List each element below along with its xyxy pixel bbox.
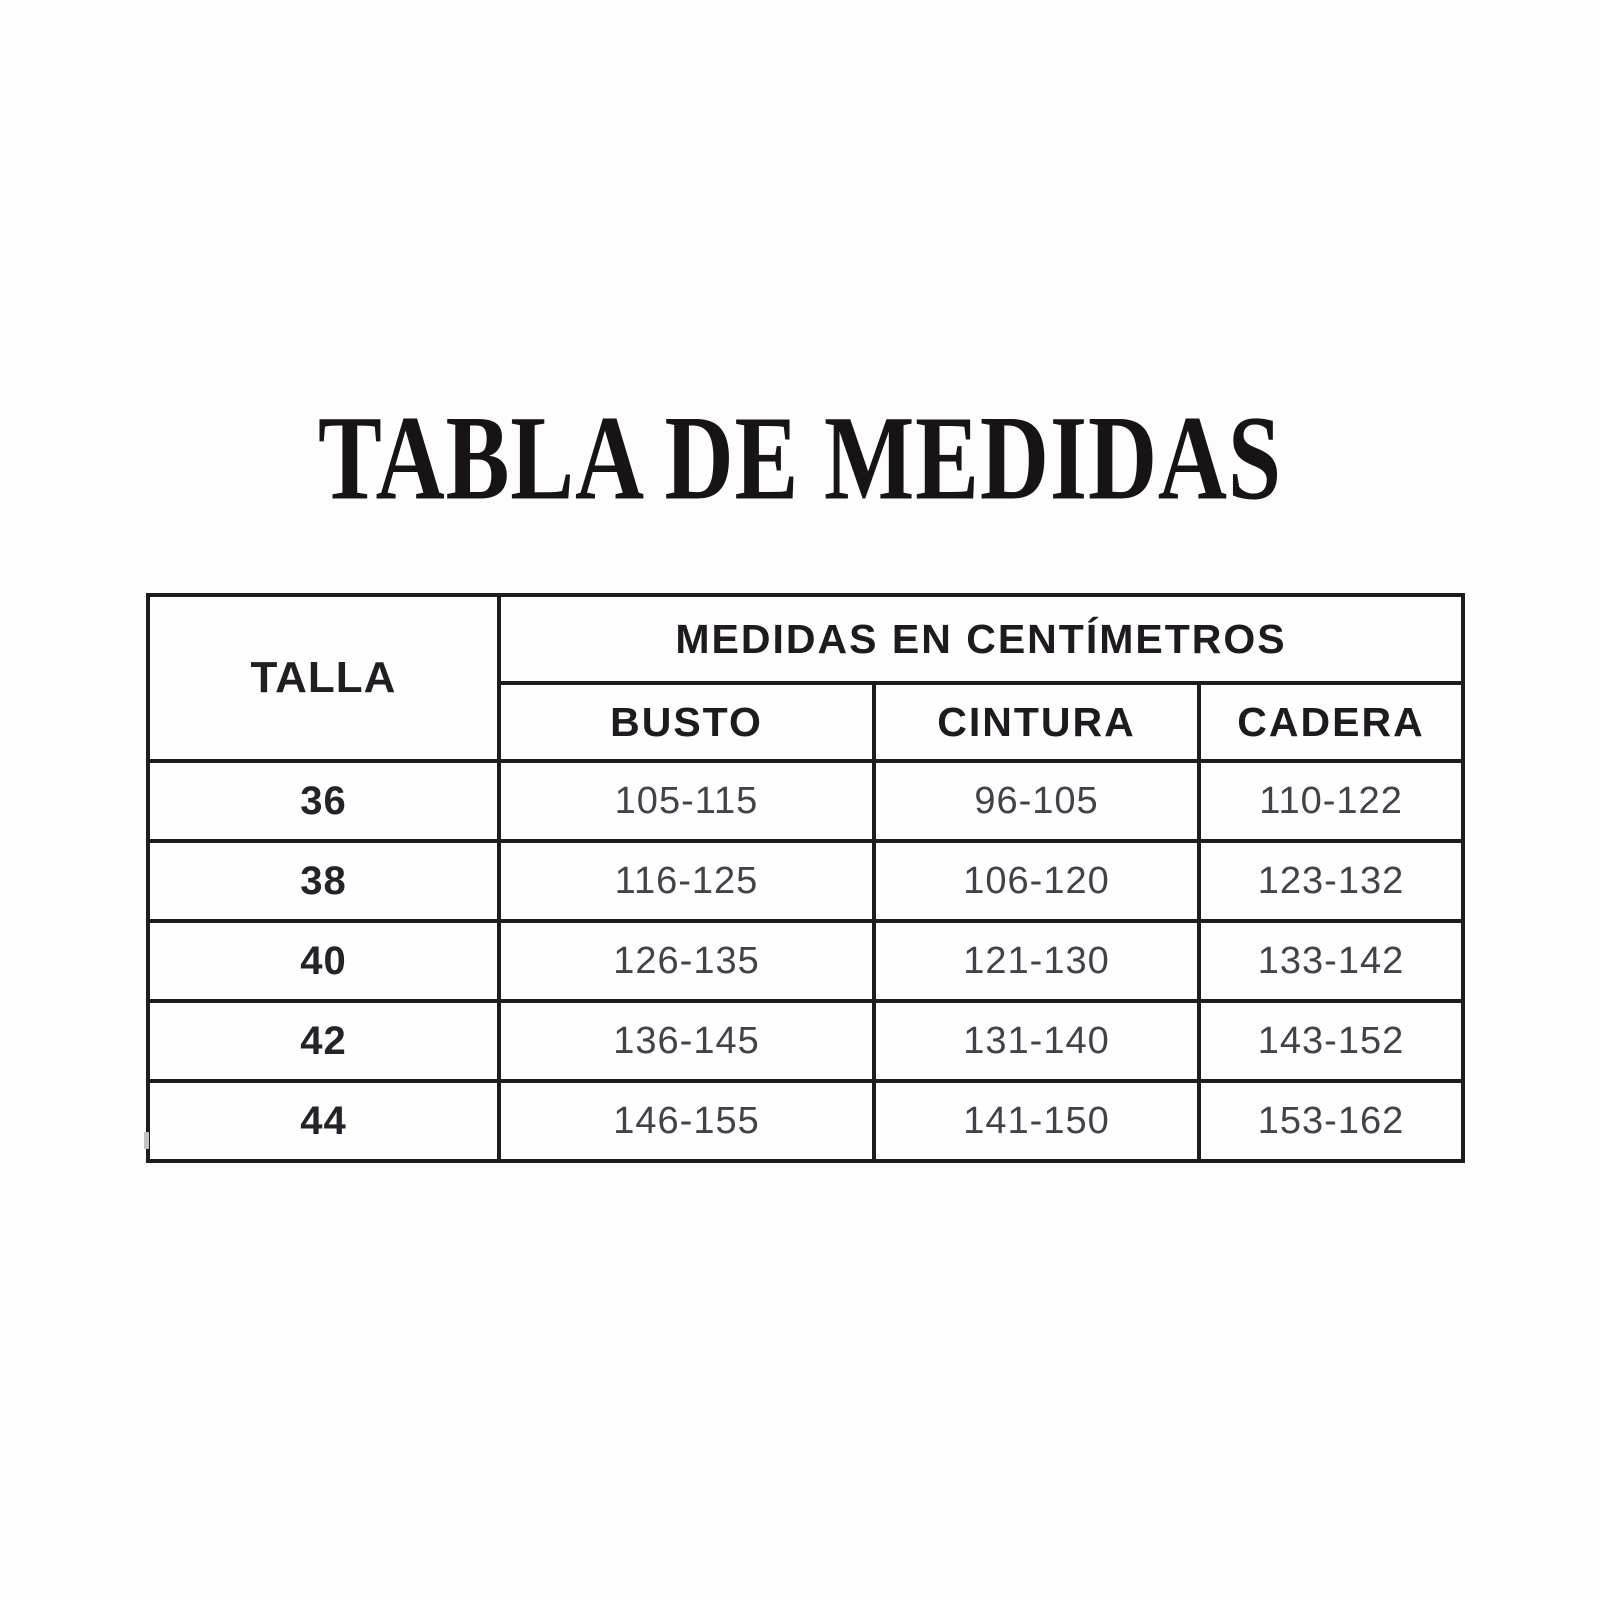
cell-cadera: 133-142 (1199, 921, 1463, 1001)
column-header-cadera: CADERA (1199, 683, 1463, 761)
cell-cadera: 110-122 (1199, 761, 1463, 841)
cell-cadera: 123-132 (1199, 841, 1463, 921)
cell-cadera: 153-162 (1199, 1081, 1463, 1161)
cell-busto: 126-135 (499, 921, 874, 1001)
cell-talla: 44 (148, 1081, 499, 1161)
table-row-talla-44 (148, 1081, 1463, 1161)
header-row-group (148, 595, 1463, 683)
cell-cadera: 143-152 (1199, 1001, 1463, 1081)
table-row-talla-42 (148, 1001, 1463, 1081)
cell-talla: 38 (148, 841, 499, 921)
size-chart-table (146, 593, 1465, 1163)
table-row-talla-38 (148, 841, 1463, 921)
cell-talla: 40 (148, 921, 499, 1001)
group-header-medidas-en-centimetros: MEDIDAS EN CENTÍMETROS (499, 595, 1463, 683)
cell-cintura: 121-130 (874, 921, 1199, 1001)
cell-cintura: 141-150 (874, 1081, 1199, 1161)
column-header-busto: BUSTO (499, 683, 874, 761)
column-header-talla: TALLA (148, 595, 499, 761)
cell-busto: 146-155 (499, 1081, 874, 1161)
cell-cintura: 96-105 (874, 761, 1199, 841)
cell-talla: 36 (148, 761, 499, 841)
page-title: TABLA DE MEDIDAS (317, 390, 1283, 526)
cell-busto: 105-115 (499, 761, 874, 841)
table-row-talla-40 (148, 921, 1463, 1001)
cell-cintura: 106-120 (874, 841, 1199, 921)
cell-busto: 136-145 (499, 1001, 874, 1081)
table-row-talla-36 (148, 761, 1463, 841)
cell-talla: 42 (148, 1001, 499, 1081)
cell-busto: 116-125 (499, 841, 874, 921)
scan-artifact-mark (144, 1132, 149, 1149)
cell-cintura: 131-140 (874, 1001, 1199, 1081)
column-header-cintura: CINTURA (874, 683, 1199, 761)
